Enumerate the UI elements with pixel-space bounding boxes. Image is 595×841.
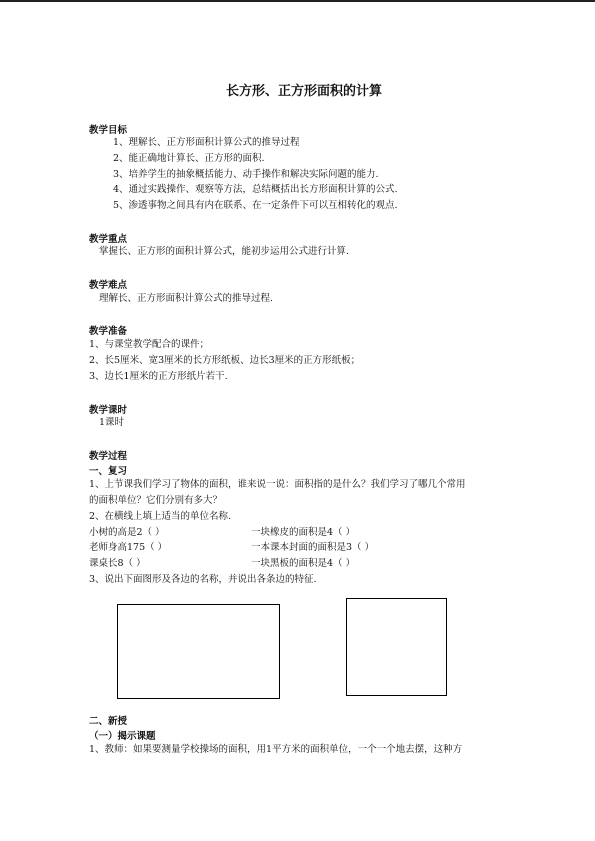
new-lesson-question-1: 1、教师：如果要测量学校操场的面积，用1平方米的面积单位，一个一个地去摆，这种方 [89, 744, 463, 755]
review-heading: 一、复习 [89, 466, 128, 477]
preparation-heading: 教学准备 [89, 326, 128, 337]
square-figure [346, 598, 447, 696]
review-question-1-cont: 的面积单位？它们分别有多大？ [89, 495, 223, 506]
objective-item: 4、通过实践操作、观察等方法，总结概括出长方形面积计算的公式. [113, 184, 398, 195]
fill-blank-left: 小树的高是2（ ） [89, 527, 165, 538]
new-lesson-heading: 二、新授 [89, 716, 128, 727]
review-question-3: 3、说出下面图形及各边的名称，并说出各条边的特征. [89, 574, 317, 585]
preparation-item: 2、长5厘米、宽3厘米的长方形纸板、边长3厘米的正方形纸板； [89, 355, 361, 366]
preparation-item: 1、与课堂教学配合的课件； [89, 339, 210, 350]
rectangle-figure [117, 604, 280, 699]
fill-blank-left: 老师身高175（ ） [89, 542, 168, 553]
fill-blank-left: 课桌长8（ ） [89, 558, 146, 569]
fill-blank-right: 一块橡皮的面积是4（ ） [251, 527, 356, 538]
key-points-text: 掌握长、正方形的面积计算公式，能初步运用公式进行计算. [99, 246, 350, 257]
objective-item: 5、渗透事物之间具有内在联系、在一定条件下可以互相转化的观点. [113, 200, 398, 211]
process-heading: 教学过程 [89, 451, 128, 462]
difficulties-heading: 教学难点 [89, 280, 128, 291]
objectives-heading: 教学目标 [89, 125, 128, 136]
review-question-2: 2、在横线上填上适当的单位名称. [89, 511, 232, 522]
review-question-1: 1、上节课我们学习了物体的面积，谁来说一说：面积指的是什么？我们学习了哪几个常用 [89, 479, 466, 490]
fill-blank-right: 一本课本封面的面积是3（ ） [251, 542, 375, 553]
page-top-rule [0, 0, 595, 2]
hours-heading: 教学课时 [89, 405, 128, 416]
difficulties-text: 理解长、正方形面积计算公式的推导过程. [99, 293, 274, 304]
preparation-item: 3、边长1厘米的正方形纸片若干. [89, 371, 228, 382]
reveal-topic-heading: （一）揭示课题 [89, 731, 156, 742]
objective-item: 1、理解长、正方形面积计算公式的推导过程 [113, 137, 300, 148]
objective-item: 2、能正确地计算长、正方形的面积. [113, 153, 265, 164]
key-points-heading: 教学重点 [89, 234, 128, 245]
page-title: 长方形、正方形面积的计算 [225, 84, 382, 99]
fill-blank-right: 一块黑板的面积是4（ ） [251, 558, 356, 569]
hours-text: 1课时 [99, 417, 125, 428]
objective-item: 3、培养学生的抽象概括能力、动手操作和解决实际问题的能力. [113, 169, 379, 180]
